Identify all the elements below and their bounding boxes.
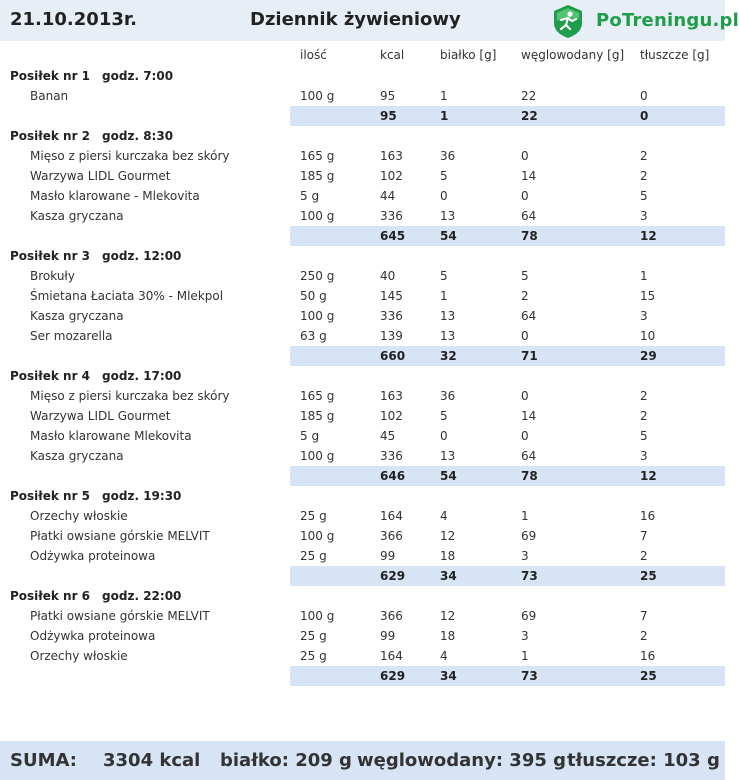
column-header-fat: tłuszcze [g] <box>640 48 710 62</box>
total-carbs: węglowodany: 395 g <box>357 750 567 771</box>
meal-sum-row: 629 34 73 25 <box>290 666 725 686</box>
table-row: Mięso z piersi kurczaka bez skóry 165 g 163 36 0 2 <box>30 149 648 163</box>
column-header-kcal: kcal <box>380 48 405 62</box>
column-header-protein: białko [g] <box>440 48 497 62</box>
table-row: Orzechy włoskie 25 g 164 4 1 16 <box>30 509 656 523</box>
total-label: SUMA: <box>10 750 77 771</box>
table-row: Orzechy włoskie 25 g 164 4 1 16 <box>30 649 656 663</box>
meal-title: Posiłek nr 3 godz. 12:00 <box>10 249 182 263</box>
total-protein: białko: 209 g <box>220 750 352 771</box>
meal-title: Posiłek nr 2 godz. 8:30 <box>10 129 174 143</box>
column-header-carbs: węglowodany [g] <box>521 48 625 62</box>
table-row: Ser mozarella 63 g 139 13 0 10 <box>30 329 656 343</box>
diary-date: 21.10.2013r. <box>10 9 138 30</box>
table-row: Śmietana Łaciata 30% - Mlekpol 50 g 145 1 2 15 <box>30 289 656 303</box>
table-row: Kasza gryczana 100 g 336 13 64 3 <box>30 309 648 323</box>
meal-sum-row: 646 54 78 12 <box>290 466 725 486</box>
page-header <box>0 0 739 41</box>
table-row: Warzywa LIDL Gourmet 185 g 102 5 14 2 <box>30 409 648 423</box>
meal-title: Posiłek nr 6 godz. 22:00 <box>10 589 182 603</box>
table-row: Masło klarowane Mlekovita 5 g 45 0 0 5 <box>30 429 648 443</box>
total-fat: tłuszcze: 103 g <box>567 750 720 771</box>
meal-title: Posiłek nr 5 godz. 19:30 <box>10 489 182 503</box>
column-header-qty: ilość <box>300 48 327 62</box>
logo-wordmark: PoTreningu.pl <box>596 10 739 31</box>
table-row: Mięso z piersi kurczaka bez skóry 165 g 163 36 0 2 <box>30 389 648 403</box>
potreningu-logo[interactable] <box>550 3 739 39</box>
table-row: Warzywa LIDL Gourmet 185 g 102 5 14 2 <box>30 169 648 183</box>
meal-title: Posiłek nr 1 godz. 7:00 <box>10 69 174 83</box>
table-row: Kasza gryczana 100 g 336 13 64 3 <box>30 209 648 223</box>
daily-total-bar <box>0 741 725 780</box>
table-row: Płatki owsiane górskie MELVIT 100 g 366 12 69 7 <box>30 529 648 543</box>
table-row: Kasza gryczana 100 g 336 13 64 3 <box>30 449 648 463</box>
table-row: Brokuły 250 g 40 5 5 1 <box>30 269 648 283</box>
meal-title: Posiłek nr 4 godz. 17:00 <box>10 369 182 383</box>
page-title: Dziennik żywieniowy <box>250 9 461 30</box>
table-row: Odżywka proteinowa 25 g 99 18 3 2 <box>30 629 648 643</box>
meal-sum-row: 645 54 78 12 <box>290 226 725 246</box>
total-kcal: 3304 kcal <box>103 750 201 771</box>
meal-sum-row: 95 1 22 0 <box>290 106 725 126</box>
meal-sum-row: 660 32 71 29 <box>290 346 725 366</box>
table-row: Masło klarowane - Mlekovita 5 g 44 0 0 5 <box>30 189 648 203</box>
table-row: Banan 100 g 95 1 22 0 <box>30 89 648 103</box>
table-row: Płatki owsiane górskie MELVIT 100 g 366 12 69 7 <box>30 609 648 623</box>
meal-sum-row: 629 34 73 25 <box>290 566 725 586</box>
runner-icon <box>550 3 586 39</box>
table-row: Odżywka proteinowa 25 g 99 18 3 2 <box>30 549 648 563</box>
